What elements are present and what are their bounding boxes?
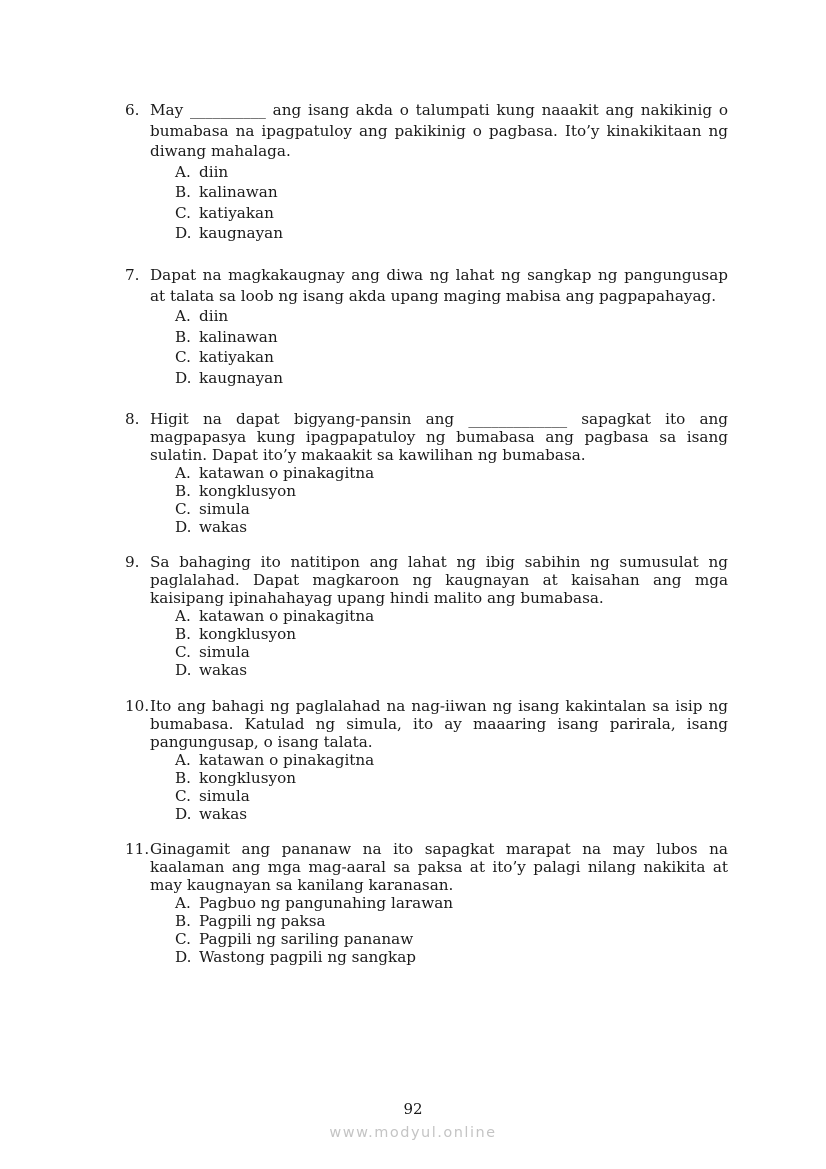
choice-letter: A. [175,162,191,181]
question-number: 10. [125,697,150,715]
question-text: May __________ ang isang akda o talumpati kung naaakit ang nakikinig o bumabasa na ipagpatuloy ang pakikinig o pagbasa. Ito’y kinakikitaan ng diwang mahalaga. [150,101,728,160]
choice-letter: B. [175,912,191,930]
question-text: Dapat na magkakaugnay ang diwa ng lahat ng sangkap ng pangungusap at talata sa loob ng isang akda upang maging mabisa ang pagpapahayag. [150,266,728,305]
choice-d [175,223,728,244]
choice-letter: D. [175,805,192,823]
choice-text: simula [199,643,250,661]
question-number: 8. [125,410,140,428]
choice-letter: D. [175,224,192,242]
choice-letter: B. [175,327,191,346]
question-stem [125,697,728,751]
choice-text: Pagpili ng sariling pananaw [199,930,414,948]
choice-letter: B. [175,769,191,787]
choice-letter: C. [175,787,191,805]
choice-list [125,306,728,388]
question-9 [125,553,728,679]
choice-letter: A. [175,607,191,625]
choice-text: wakas [199,805,248,823]
choice-letter: C. [175,348,191,366]
choice-text: kaugnayan [199,224,284,242]
choice-b [175,182,728,203]
choice-a [175,306,728,327]
choice-list [125,751,728,823]
question-number: 9. [125,553,140,571]
choice-a [175,607,728,625]
choice-text: kongklusyon [199,769,296,787]
choice-text: wakas [199,661,248,679]
choice-letter: B. [175,183,191,201]
page-number: 92 [403,1100,423,1118]
choice-b [175,625,728,643]
choice-letter: C. [175,203,191,222]
choice-list [125,162,728,244]
question-stem [125,410,728,464]
question-text: Higit na dapat bigyang-pansin ang _____________ sapagkat ito ang magpapasya kung ipagpapatuloy ng bumabasa ang pagbasa sa isang sulatin. Dapat ito’y makaakit sa kawilihan ng bumabasa. [150,410,728,464]
choice-text: simula [199,500,250,518]
question-stem [125,265,728,306]
watermark: www.modyul.online [329,1125,497,1141]
choice-letter: C. [175,643,191,661]
question-stem [125,840,728,894]
choice-a [175,162,728,183]
choice-d [175,661,728,679]
choice-b [175,482,728,500]
choice-text: wakas [199,518,248,536]
question-number: 7. [125,266,140,284]
choice-letter: B. [175,625,191,643]
choice-c [175,643,728,661]
question-stem [125,553,728,607]
choice-text: diin [199,307,229,325]
question-10 [125,697,728,823]
choice-text: kongklusyon [199,625,296,643]
choice-list [125,894,728,966]
choice-d [175,805,728,823]
choice-text: katiyakan [199,348,274,366]
choice-text: simula [199,787,250,805]
choice-letter: A. [175,464,191,482]
question-11 [125,840,728,966]
choice-d [175,948,728,966]
choice-c [175,930,728,948]
choice-list [125,464,728,536]
question-text: Ginagamit ang pananaw na ito sapagkat marapat na may lubos na kaalaman ang mga mag-aaral sa paksa at ito’y palagi nilang nakikita at may kaugnayan sa kanilang karanasan. [150,840,728,894]
choice-letter: D. [175,368,192,387]
question-text: Ito ang bahagi ng paglalahad na nag-iiwan ng isang kakintalan sa isip ng bumabasa. Katulad ng simula, ito ay maaaring isang parirala, isang pangungusap, o isang talata. [150,697,728,751]
choice-letter: B. [175,482,191,500]
choice-letter: D. [175,518,192,536]
choice-text: Wastong pagpili ng sangkap [199,948,416,966]
choice-text: katawan o pinakagitna [199,464,375,482]
choice-letter: A. [175,307,191,325]
choice-text: kalinawan [199,327,278,346]
question-stem [125,100,728,162]
question-number: 6. [125,101,140,119]
choice-letter: C. [175,930,191,948]
choice-b [175,912,728,930]
choice-a [175,464,728,482]
question-number: 11. [125,840,150,858]
choice-d [175,368,728,389]
question-text: Sa bahaging ito natitipon ang lahat ng ibig sabihin ng sumusulat ng paglalahad. Dapat magkaroon ng kaugnayan at kaisahan ang mga kaisipang ipinahahayag upang hindi malito ang bumabasa. [150,553,728,607]
choice-letter: A. [175,894,191,912]
choice-text: kalinawan [199,183,278,201]
question-8 [125,410,728,536]
choice-text: katawan o pinakagitna [199,751,375,769]
choice-b [175,769,728,787]
choice-text: diin [199,162,229,181]
question-6 [125,100,728,244]
choice-text: katawan o pinakagitna [199,607,375,625]
choice-c [175,787,728,805]
choice-text: Pagpili ng paksa [199,912,326,930]
choice-c [175,203,728,224]
choice-text: kaugnayan [199,368,284,387]
choice-a [175,894,728,912]
choice-a [175,751,728,769]
choice-list [125,607,728,679]
choice-d [175,518,728,536]
choice-text: Pagbuo ng pangunahing larawan [199,894,454,912]
choice-c [175,347,728,368]
question-7 [125,265,728,388]
choice-text: kongklusyon [199,482,296,500]
choice-letter: A. [175,751,191,769]
choice-letter: C. [175,500,191,518]
choice-letter: D. [175,661,192,679]
choice-c [175,500,728,518]
choice-b [175,327,728,348]
choice-text: katiyakan [199,203,274,222]
choice-letter: D. [175,948,192,966]
